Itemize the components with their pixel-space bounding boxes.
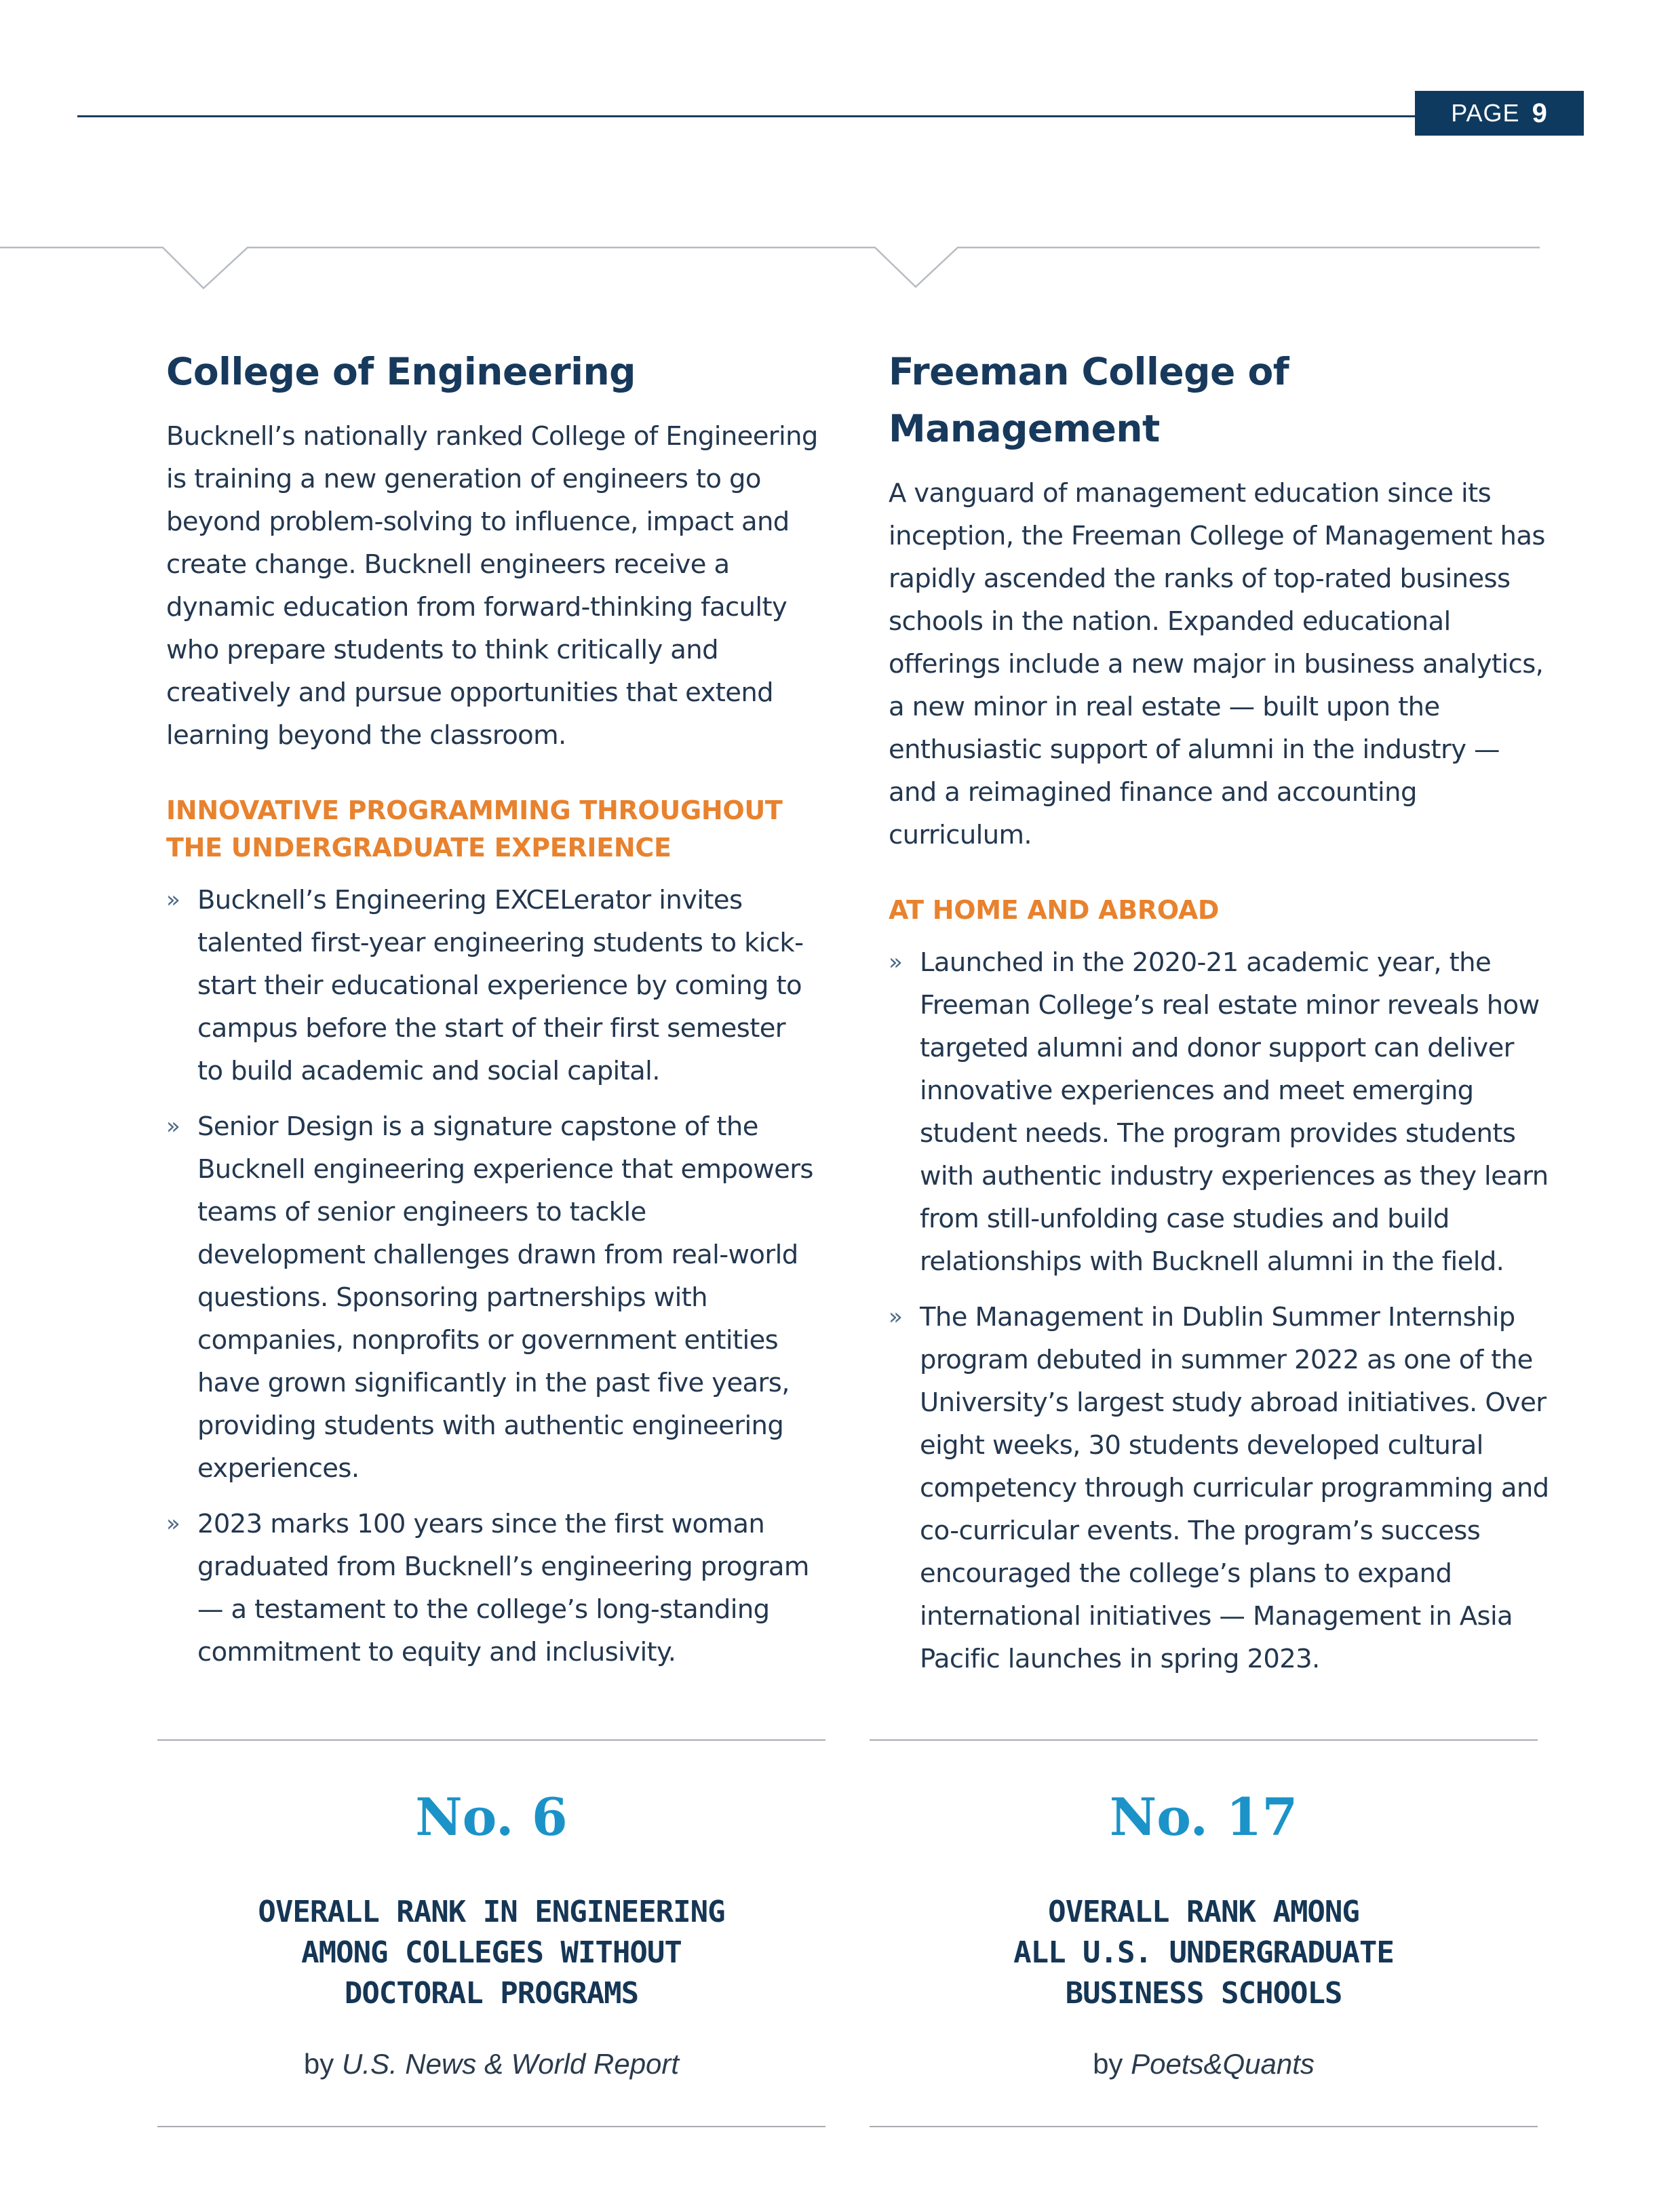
page-number-badge bbox=[1415, 91, 1584, 136]
management-rank-stat bbox=[870, 1783, 1538, 2080]
bullet-mark: » bbox=[889, 949, 903, 976]
stat-bottom-rule-left bbox=[157, 2126, 825, 2127]
stat-description bbox=[870, 1892, 1538, 2014]
list-item bbox=[889, 1296, 1550, 1680]
stat-top-rule-right bbox=[870, 1739, 1538, 1741]
stat-source-prefix: by bbox=[303, 2048, 334, 2080]
management-title-line2: Management bbox=[889, 407, 1160, 450]
management-intro: A vanguard of management education since its inception, the Freeman College of Management has rapidly ascended the ranks of top-rated business schools in the nation. Expanded educational offerings include a new major in business analytics, a new minor in real estate — built upon the enthusiastic support of alumni in the industry — and a reimagined finance and accounting curriculum. bbox=[889, 478, 1545, 850]
bullet-text: Bucknell’s Engineering EXCELerator invites talented first-year engineering students to kick-start their educational experience by coming to campus before the start of their first semester to build academic and social capital. bbox=[197, 885, 804, 1086]
stat-top-rule-left bbox=[157, 1739, 825, 1741]
engineering-title: College of Engineering bbox=[166, 350, 636, 393]
stat-description-line: OVERALL RANK AMONG bbox=[1048, 1895, 1359, 1929]
stat-source-prefix: by bbox=[1093, 2048, 1123, 2080]
stat-rank: No. 17 bbox=[1109, 1787, 1298, 1847]
management-title bbox=[889, 343, 1550, 457]
list-item bbox=[166, 1503, 817, 1674]
engineering-intro: Bucknell’s nationally ranked College of Engineering is training a new generation of engineers to go beyond problem-solving to influence, impact and create change. Bucknell engineers receive a dynamic education from forward-thinking faculty who prepare students to think critically and creatively and pursue opportunities that extend learning beyond the classroom. bbox=[166, 421, 818, 751]
engineering-bullet-list bbox=[166, 879, 817, 1674]
engineering-rank-stat bbox=[157, 1783, 825, 2080]
bullet-mark: » bbox=[166, 1510, 180, 1537]
section-divider bbox=[0, 241, 1540, 295]
stat-source-name: U.S. News & World Report bbox=[341, 2048, 680, 2080]
page-number: 9 bbox=[1532, 98, 1548, 128]
bullet-mark: » bbox=[166, 1113, 180, 1140]
bullet-mark: » bbox=[889, 1303, 903, 1330]
bullet-text: Launched in the 2020-21 academic year, the Freeman College’s real estate minor reveals how targeted alumni and donor support can deliver innovative experiences and meet emerging student needs. The program provides students with authentic industry experiences as they learn from still-unfolding case studies and build relationships with Bucknell alumni in the field. bbox=[920, 947, 1549, 1277]
stat-bottom-rule-right bbox=[870, 2126, 1538, 2127]
list-item bbox=[166, 879, 817, 1092]
stat-description-line: ALL U.S. UNDERGRADUATE bbox=[1013, 1935, 1394, 1970]
management-subheading: AT HOME AND ABROAD bbox=[889, 895, 1220, 925]
page-label: PAGE bbox=[1451, 99, 1520, 127]
management-title-line1: Freeman College of bbox=[889, 350, 1289, 393]
engineering-column bbox=[166, 343, 821, 1686]
stat-source bbox=[870, 2048, 1538, 2080]
engineering-subheading: INNOVATIVE PROGRAMMING THROUGHOUT THE UNDERGRADUATE EXPERIENCE bbox=[166, 795, 783, 863]
bullet-text: The Management in Dublin Summer Internship program debuted in summer 2022 as one of the University’s largest study abroad initiatives. Over eight weeks, 30 students developed cultural competency through curricular programming and co-curricular events. The program’s success encouraged the college’s plans to expand international initiatives — Management in Asia Pacific launches in spring 2023. bbox=[920, 1302, 1549, 1674]
bullet-text: 2023 marks 100 years since the first woman graduated from Bucknell’s engineering program — a testament to the college’s long-standing commitment to equity and inclusivity. bbox=[197, 1509, 809, 1667]
stat-source-name: Poets&Quants bbox=[1131, 2048, 1315, 2080]
stat-description-line: OVERALL RANK IN ENGINEERING bbox=[258, 1895, 725, 1929]
header-rule bbox=[77, 115, 1420, 117]
stat-description-line: DOCTORAL PROGRAMS bbox=[344, 1976, 639, 2011]
management-bullet-list bbox=[889, 941, 1550, 1680]
bullet-mark: » bbox=[166, 886, 180, 913]
management-column bbox=[889, 343, 1550, 1693]
stat-source bbox=[157, 2048, 825, 2080]
stat-description bbox=[157, 1892, 825, 2014]
list-item bbox=[166, 1105, 817, 1490]
list-item bbox=[889, 941, 1550, 1283]
stat-description-line: BUSINESS SCHOOLS bbox=[1065, 1976, 1342, 2011]
stat-rank: No. 6 bbox=[415, 1787, 568, 1847]
bullet-text: Senior Design is a signature capstone of the Bucknell engineering experience that empowers teams of senior engineers to tackle development challenges drawn from real-world questions. Sponsoring partnerships with companies, nonprofits or government entities have grown significantly in the past five years, providing students with authentic engineering experiences. bbox=[197, 1111, 813, 1484]
stat-description-line: AMONG COLLEGES WITHOUT bbox=[301, 1935, 682, 1970]
